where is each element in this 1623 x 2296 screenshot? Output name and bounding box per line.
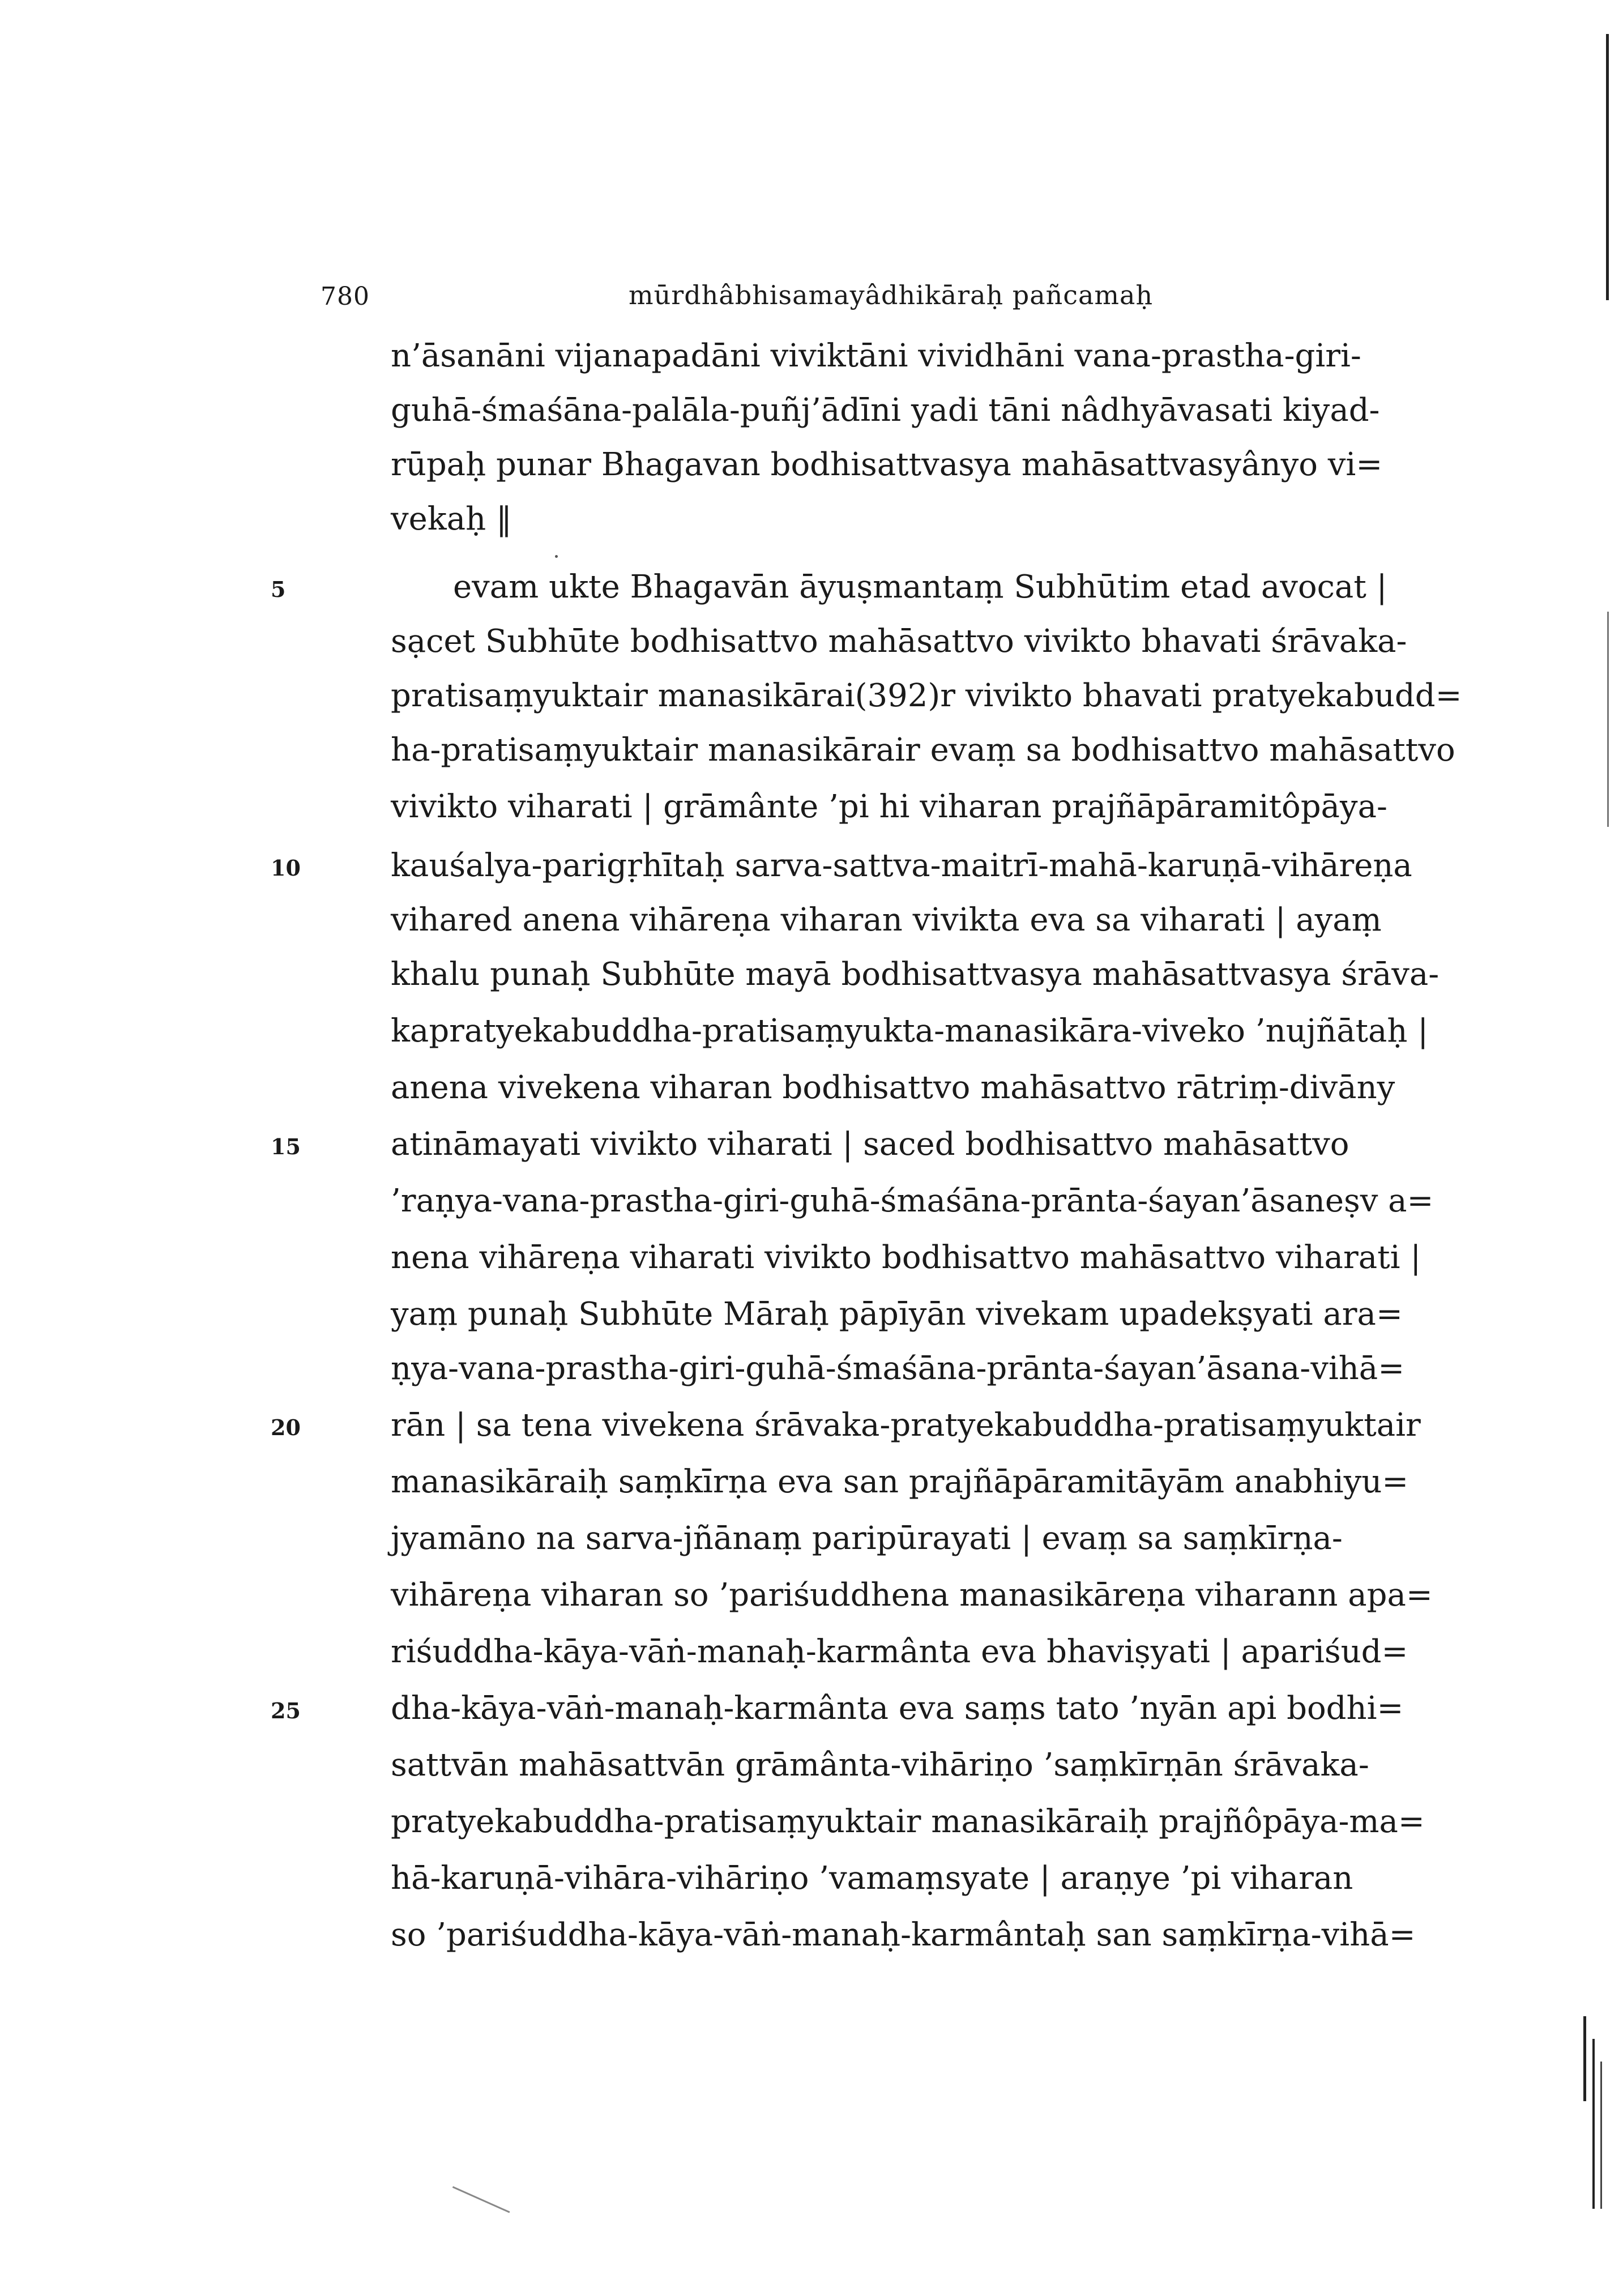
page-number: 780: [321, 282, 370, 311]
text-line: sạcet Subhūte bodhisattvo mahāsattvo vivikto bhavati śrāvaka-: [391, 623, 1407, 660]
text-line: pratisaṃyuktair manasikārai(392)r vivikto bhavati pratyekabudd=: [391, 677, 1462, 714]
text-line: vihāreṇa viharan so ’pariśuddhena manasikāreṇa viharann apa=: [391, 1577, 1433, 1614]
text-line: ṇya-vana-prastha-giri-guhā-śmaśāna-prānta-śayan’āsana-vihā=: [391, 1350, 1405, 1387]
scan-edge-line: [1607, 612, 1609, 827]
line-number: 25: [271, 1698, 301, 1723]
text-line: vekaḥ ‖: [391, 501, 512, 537]
scan-edge-line: [1600, 2062, 1602, 2209]
running-head: mūrdhâbhisamayâdhikāraḥ pañcamaḥ: [629, 280, 1154, 310]
text-line: so ’pariśuddha-kāya-vāṅ-manaḥ-karmântaḥ san saṃkīrṇa-vihā=: [391, 1917, 1416, 1953]
text-line: vivikto viharati | grāmânte ’pi hi viharan prajñāpāramitôpāya-: [391, 788, 1387, 825]
scan-dot: [555, 555, 558, 558]
text-line: guhā-śmaśāna-palāla-puñj’ādīni yadi tāni nâdhyāvasati kiyad-: [391, 392, 1380, 429]
text-line: ha-pratisaṃyuktair manasikārair evaṃ sa bodhisattvo mahāsattvo: [391, 732, 1455, 769]
text-line: nena vihāreṇa viharati vivikto bodhisattvo mahāsattvo viharati |: [391, 1239, 1421, 1276]
scan-edge-line: [1583, 2016, 1586, 2101]
line-number: 20: [271, 1415, 301, 1440]
text-line: n’āsanāni vijanapadāni viviktāni vividhāni vana-prastha-giri-: [391, 338, 1361, 374]
text-line: manasikāraiḥ saṃkīrṇa eva san prajñāpāramitāyām anabhiyu=: [391, 1463, 1409, 1500]
text-line: riśuddha-kāya-vāṅ-manaḥ-karmânta eva bhaviṣyati | apariśud=: [391, 1633, 1408, 1670]
text-line: khalu punaḥ Subhūte mayā bodhisattvasya mahāsattvasya śrāva-: [391, 956, 1440, 993]
scan-edge-line: [1592, 2039, 1595, 2209]
scan-stray-mark: [452, 2186, 510, 2213]
text-line: rūpaḥ punar Bhagavan bodhisattvasya mahāsattvasyânyo vi=: [391, 446, 1383, 483]
text-line: rān | sa tena vivekena śrāvaka-pratyekabuddha-pratisaṃyuktair: [391, 1407, 1421, 1444]
text-line: yaṃ punaḥ Subhūte Māraḥ pāpīyān vivekam upadekṣyati ara=: [391, 1296, 1403, 1333]
text-line: atināmayati vivikto viharati | saced bodhisattvo mahāsattvo: [391, 1126, 1349, 1163]
text-line: evam ukte Bhagavān āyuṣmantaṃ Subhūtim etad avocat |: [453, 569, 1387, 605]
line-number: 10: [271, 855, 301, 881]
text-line: vihared anena vihāreṇa viharan vivikta eva sa viharati | ayaṃ: [391, 902, 1382, 938]
line-number: 15: [271, 1134, 301, 1159]
text-line: hā-karuṇā-vihāra-vihāriṇo ’vamaṃsyate | araṇye ’pi viharan: [391, 1860, 1353, 1897]
text-line: ’raṇya-vana-prastha-giri-guhā-śmaśāna-prānta-śayan’āsaneṣv a=: [391, 1183, 1434, 1219]
text-line: dha-kāya-vāṅ-manaḥ-karmânta eva saṃs tato ’nyān api bodhi=: [391, 1690, 1404, 1727]
text-line: anena vivekena viharan bodhisattvo mahāsattvo rātriṃ-divāny: [391, 1069, 1395, 1106]
scan-edge-line: [1606, 34, 1609, 300]
text-line: pratyekabuddha-pratisaṃyuktair manasikāraiḥ prajñôpāya-ma=: [391, 1803, 1425, 1840]
text-line: kauśalya-parigṛhītaḥ sarva-sattva-maitrī-mahā-karuṇā-vihāreṇa: [391, 847, 1412, 884]
text-line: kapratyekabuddha-pratisaṃyukta-manasikāra-viveko ’nujñātaḥ |: [391, 1013, 1429, 1049]
line-number: 5: [271, 577, 286, 602]
text-line: sattvān mahāsattvān grāmânta-vihāriṇo ’saṃkīrṇān śrāvaka-: [391, 1747, 1369, 1783]
text-line: jyamāno na sarva-jñānaṃ paripūrayati | evaṃ sa saṃkīrṇa-: [391, 1520, 1343, 1557]
